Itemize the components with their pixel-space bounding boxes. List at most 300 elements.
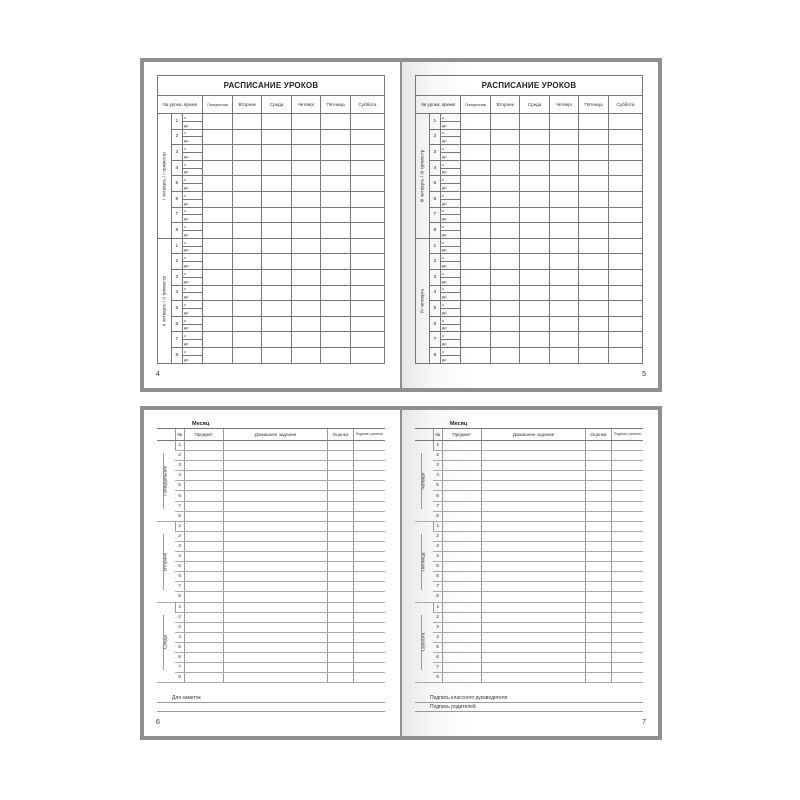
schedule-cell[interactable] xyxy=(490,223,520,239)
schedule-cell[interactable] xyxy=(608,114,642,130)
schedule-cell[interactable] xyxy=(549,207,579,223)
subject-cell[interactable] xyxy=(442,572,481,582)
teacher-signature-cell[interactable] xyxy=(353,501,385,511)
schedule-cell[interactable] xyxy=(350,285,384,301)
schedule-cell[interactable] xyxy=(608,269,642,285)
schedule-cell[interactable] xyxy=(291,347,321,363)
subject-cell[interactable] xyxy=(184,562,223,572)
schedule-cell[interactable] xyxy=(549,332,579,348)
grade-cell[interactable] xyxy=(328,441,353,451)
schedule-cell[interactable] xyxy=(291,160,321,176)
schedule-cell[interactable] xyxy=(520,145,550,161)
schedule-cell[interactable] xyxy=(321,145,351,161)
subject-cell[interactable] xyxy=(184,652,223,662)
schedule-cell[interactable] xyxy=(203,176,233,192)
schedule-cell[interactable] xyxy=(461,238,491,254)
grade-cell[interactable] xyxy=(586,572,611,582)
teacher-signature-cell[interactable] xyxy=(353,481,385,491)
schedule-cell[interactable] xyxy=(262,347,292,363)
homework-cell[interactable] xyxy=(223,632,328,642)
teacher-signature-cell[interactable] xyxy=(353,531,385,541)
grade-cell[interactable] xyxy=(328,663,353,673)
homework-cell[interactable] xyxy=(481,622,586,632)
schedule-cell[interactable] xyxy=(232,191,262,207)
teacher-signature-cell[interactable] xyxy=(353,511,385,521)
subject-cell[interactable] xyxy=(184,511,223,521)
homework-cell[interactable] xyxy=(481,632,586,642)
grade-cell[interactable] xyxy=(586,592,611,602)
grade-cell[interactable] xyxy=(586,541,611,551)
grade-cell[interactable] xyxy=(328,531,353,541)
schedule-cell[interactable] xyxy=(579,269,609,285)
schedule-cell[interactable] xyxy=(203,160,233,176)
schedule-cell[interactable] xyxy=(490,269,520,285)
homework-cell[interactable] xyxy=(481,612,586,622)
schedule-cell[interactable] xyxy=(262,223,292,239)
subject-cell[interactable] xyxy=(442,642,481,652)
grade-cell[interactable] xyxy=(328,491,353,501)
schedule-cell[interactable] xyxy=(321,176,351,192)
grade-cell[interactable] xyxy=(586,663,611,673)
subject-cell[interactable] xyxy=(184,602,223,612)
schedule-cell[interactable] xyxy=(321,301,351,317)
subject-cell[interactable] xyxy=(184,531,223,541)
homework-cell[interactable] xyxy=(481,541,586,551)
grade-cell[interactable] xyxy=(586,481,611,491)
schedule-cell[interactable] xyxy=(203,114,233,130)
homework-cell[interactable] xyxy=(481,673,586,683)
teacher-signature-cell[interactable] xyxy=(353,572,385,582)
grade-cell[interactable] xyxy=(328,673,353,683)
grade-cell[interactable] xyxy=(328,501,353,511)
teacher-signature-cell[interactable] xyxy=(611,673,643,683)
teacher-signature-cell[interactable] xyxy=(353,602,385,612)
schedule-cell[interactable] xyxy=(203,207,233,223)
subject-cell[interactable] xyxy=(442,622,481,632)
schedule-cell[interactable] xyxy=(579,129,609,145)
schedule-cell[interactable] xyxy=(608,145,642,161)
teacher-signature-cell[interactable] xyxy=(611,572,643,582)
subject-cell[interactable] xyxy=(442,592,481,602)
grade-cell[interactable] xyxy=(328,622,353,632)
subject-cell[interactable] xyxy=(442,562,481,572)
schedule-cell[interactable] xyxy=(608,301,642,317)
subject-cell[interactable] xyxy=(442,481,481,491)
schedule-cell[interactable] xyxy=(608,160,642,176)
grade-cell[interactable] xyxy=(586,441,611,451)
homework-cell[interactable] xyxy=(481,471,586,481)
schedule-cell[interactable] xyxy=(350,332,384,348)
grade-cell[interactable] xyxy=(586,622,611,632)
grade-cell[interactable] xyxy=(586,552,611,562)
subject-cell[interactable] xyxy=(442,612,481,622)
teacher-signature-cell[interactable] xyxy=(611,511,643,521)
subject-cell[interactable] xyxy=(442,652,481,662)
homework-cell[interactable] xyxy=(481,652,586,662)
schedule-cell[interactable] xyxy=(232,269,262,285)
homework-cell[interactable] xyxy=(223,441,328,451)
teacher-signature-cell[interactable] xyxy=(353,632,385,642)
schedule-cell[interactable] xyxy=(520,160,550,176)
schedule-cell[interactable] xyxy=(520,223,550,239)
homework-cell[interactable] xyxy=(223,642,328,652)
homework-cell[interactable] xyxy=(223,622,328,632)
subject-cell[interactable] xyxy=(442,541,481,551)
schedule-cell[interactable] xyxy=(262,207,292,223)
homework-cell[interactable] xyxy=(481,501,586,511)
schedule-cell[interactable] xyxy=(350,191,384,207)
subject-cell[interactable] xyxy=(184,592,223,602)
schedule-cell[interactable] xyxy=(262,160,292,176)
schedule-cell[interactable] xyxy=(262,191,292,207)
schedule-cell[interactable] xyxy=(350,254,384,270)
homework-cell[interactable] xyxy=(481,642,586,652)
schedule-cell[interactable] xyxy=(579,285,609,301)
schedule-cell[interactable] xyxy=(232,332,262,348)
teacher-signature-cell[interactable] xyxy=(611,632,643,642)
homework-cell[interactable] xyxy=(223,451,328,461)
subject-cell[interactable] xyxy=(442,531,481,541)
schedule-cell[interactable] xyxy=(461,316,491,332)
homework-cell[interactable] xyxy=(481,481,586,491)
subject-cell[interactable] xyxy=(442,461,481,471)
schedule-cell[interactable] xyxy=(262,269,292,285)
grade-cell[interactable] xyxy=(586,582,611,592)
homework-cell[interactable] xyxy=(481,531,586,541)
grade-cell[interactable] xyxy=(328,632,353,642)
schedule-cell[interactable] xyxy=(232,238,262,254)
teacher-signature-cell[interactable] xyxy=(353,461,385,471)
schedule-cell[interactable] xyxy=(520,129,550,145)
schedule-cell[interactable] xyxy=(262,129,292,145)
schedule-cell[interactable] xyxy=(490,114,520,130)
schedule-cell[interactable] xyxy=(520,285,550,301)
schedule-cell[interactable] xyxy=(549,223,579,239)
schedule-cell[interactable] xyxy=(520,114,550,130)
schedule-cell[interactable] xyxy=(579,238,609,254)
subject-cell[interactable] xyxy=(442,632,481,642)
schedule-cell[interactable] xyxy=(321,207,351,223)
homework-cell[interactable] xyxy=(223,562,328,572)
schedule-cell[interactable] xyxy=(461,191,491,207)
schedule-cell[interactable] xyxy=(549,176,579,192)
schedule-cell[interactable] xyxy=(321,269,351,285)
homework-cell[interactable] xyxy=(481,582,586,592)
subject-cell[interactable] xyxy=(442,491,481,501)
schedule-cell[interactable] xyxy=(262,238,292,254)
grade-cell[interactable] xyxy=(586,471,611,481)
schedule-cell[interactable] xyxy=(579,207,609,223)
schedule-cell[interactable] xyxy=(262,285,292,301)
schedule-cell[interactable] xyxy=(321,191,351,207)
schedule-cell[interactable] xyxy=(490,160,520,176)
schedule-cell[interactable] xyxy=(579,332,609,348)
schedule-cell[interactable] xyxy=(232,316,262,332)
teacher-signature-cell[interactable] xyxy=(611,481,643,491)
homework-cell[interactable] xyxy=(481,572,586,582)
teacher-signature-cell[interactable] xyxy=(611,622,643,632)
homework-cell[interactable] xyxy=(481,441,586,451)
grade-cell[interactable] xyxy=(328,481,353,491)
homework-cell[interactable] xyxy=(223,592,328,602)
subject-cell[interactable] xyxy=(184,451,223,461)
schedule-cell[interactable] xyxy=(549,347,579,363)
subject-cell[interactable] xyxy=(184,582,223,592)
schedule-cell[interactable] xyxy=(291,285,321,301)
grade-cell[interactable] xyxy=(328,582,353,592)
schedule-cell[interactable] xyxy=(232,223,262,239)
schedule-cell[interactable] xyxy=(608,347,642,363)
schedule-cell[interactable] xyxy=(579,347,609,363)
schedule-cell[interactable] xyxy=(461,114,491,130)
schedule-cell[interactable] xyxy=(490,129,520,145)
subject-cell[interactable] xyxy=(442,501,481,511)
subject-cell[interactable] xyxy=(184,612,223,622)
teacher-signature-cell[interactable] xyxy=(611,552,643,562)
homework-cell[interactable] xyxy=(223,491,328,501)
teacher-signature-cell[interactable] xyxy=(353,592,385,602)
schedule-cell[interactable] xyxy=(291,332,321,348)
homework-cell[interactable] xyxy=(223,602,328,612)
schedule-cell[interactable] xyxy=(291,316,321,332)
schedule-cell[interactable] xyxy=(608,332,642,348)
teacher-signature-cell[interactable] xyxy=(353,612,385,622)
teacher-signature-cell[interactable] xyxy=(611,612,643,622)
homework-cell[interactable] xyxy=(481,461,586,471)
schedule-cell[interactable] xyxy=(490,176,520,192)
schedule-cell[interactable] xyxy=(232,301,262,317)
schedule-cell[interactable] xyxy=(579,191,609,207)
homework-cell[interactable] xyxy=(223,552,328,562)
schedule-cell[interactable] xyxy=(203,285,233,301)
grade-cell[interactable] xyxy=(328,471,353,481)
schedule-cell[interactable] xyxy=(203,191,233,207)
schedule-cell[interactable] xyxy=(262,176,292,192)
schedule-cell[interactable] xyxy=(490,301,520,317)
schedule-cell[interactable] xyxy=(520,332,550,348)
teacher-signature-cell[interactable] xyxy=(353,521,385,531)
grade-cell[interactable] xyxy=(328,592,353,602)
schedule-cell[interactable] xyxy=(461,347,491,363)
homework-cell[interactable] xyxy=(481,491,586,501)
schedule-cell[interactable] xyxy=(321,160,351,176)
grade-cell[interactable] xyxy=(328,642,353,652)
schedule-cell[interactable] xyxy=(321,347,351,363)
schedule-cell[interactable] xyxy=(232,176,262,192)
grade-cell[interactable] xyxy=(586,562,611,572)
grade-cell[interactable] xyxy=(586,612,611,622)
schedule-cell[interactable] xyxy=(203,347,233,363)
subject-cell[interactable] xyxy=(442,552,481,562)
grade-cell[interactable] xyxy=(586,451,611,461)
schedule-cell[interactable] xyxy=(350,223,384,239)
schedule-cell[interactable] xyxy=(520,254,550,270)
schedule-cell[interactable] xyxy=(203,238,233,254)
schedule-cell[interactable] xyxy=(579,223,609,239)
subject-cell[interactable] xyxy=(442,673,481,683)
schedule-cell[interactable] xyxy=(291,301,321,317)
schedule-cell[interactable] xyxy=(608,254,642,270)
schedule-cell[interactable] xyxy=(461,145,491,161)
homework-cell[interactable] xyxy=(223,481,328,491)
schedule-cell[interactable] xyxy=(579,145,609,161)
grade-cell[interactable] xyxy=(328,521,353,531)
subject-cell[interactable] xyxy=(442,471,481,481)
schedule-cell[interactable] xyxy=(579,316,609,332)
teacher-signature-cell[interactable] xyxy=(611,471,643,481)
schedule-cell[interactable] xyxy=(608,129,642,145)
schedule-cell[interactable] xyxy=(520,316,550,332)
schedule-cell[interactable] xyxy=(490,145,520,161)
schedule-cell[interactable] xyxy=(350,238,384,254)
schedule-cell[interactable] xyxy=(350,145,384,161)
schedule-cell[interactable] xyxy=(549,238,579,254)
subject-cell[interactable] xyxy=(184,521,223,531)
schedule-cell[interactable] xyxy=(262,145,292,161)
schedule-cell[interactable] xyxy=(291,223,321,239)
grade-cell[interactable] xyxy=(586,511,611,521)
schedule-cell[interactable] xyxy=(549,191,579,207)
schedule-cell[interactable] xyxy=(350,176,384,192)
schedule-cell[interactable] xyxy=(520,191,550,207)
schedule-cell[interactable] xyxy=(608,285,642,301)
schedule-cell[interactable] xyxy=(549,269,579,285)
teacher-signature-cell[interactable] xyxy=(611,663,643,673)
schedule-cell[interactable] xyxy=(291,238,321,254)
homework-cell[interactable] xyxy=(223,572,328,582)
homework-cell[interactable] xyxy=(481,511,586,521)
homework-cell[interactable] xyxy=(223,521,328,531)
grade-cell[interactable] xyxy=(328,461,353,471)
subject-cell[interactable] xyxy=(442,582,481,592)
grade-cell[interactable] xyxy=(328,602,353,612)
schedule-cell[interactable] xyxy=(232,145,262,161)
schedule-cell[interactable] xyxy=(321,316,351,332)
schedule-cell[interactable] xyxy=(350,114,384,130)
grade-cell[interactable] xyxy=(586,652,611,662)
teacher-signature-cell[interactable] xyxy=(353,552,385,562)
homework-cell[interactable] xyxy=(223,471,328,481)
teacher-signature-cell[interactable] xyxy=(611,461,643,471)
schedule-cell[interactable] xyxy=(461,160,491,176)
teacher-signature-cell[interactable] xyxy=(611,491,643,501)
subject-cell[interactable] xyxy=(442,521,481,531)
grade-cell[interactable] xyxy=(328,451,353,461)
schedule-cell[interactable] xyxy=(203,223,233,239)
schedule-cell[interactable] xyxy=(490,191,520,207)
schedule-cell[interactable] xyxy=(232,160,262,176)
subject-cell[interactable] xyxy=(442,451,481,461)
schedule-cell[interactable] xyxy=(350,301,384,317)
schedule-cell[interactable] xyxy=(262,316,292,332)
teacher-signature-cell[interactable] xyxy=(353,642,385,652)
teacher-signature-cell[interactable] xyxy=(611,562,643,572)
subject-cell[interactable] xyxy=(184,481,223,491)
teacher-signature-cell[interactable] xyxy=(611,602,643,612)
homework-cell[interactable] xyxy=(481,552,586,562)
schedule-cell[interactable] xyxy=(461,207,491,223)
subject-cell[interactable] xyxy=(184,632,223,642)
grade-cell[interactable] xyxy=(328,572,353,582)
grade-cell[interactable] xyxy=(586,531,611,541)
grade-cell[interactable] xyxy=(586,501,611,511)
teacher-signature-cell[interactable] xyxy=(353,663,385,673)
schedule-cell[interactable] xyxy=(350,316,384,332)
schedule-cell[interactable] xyxy=(203,269,233,285)
teacher-signature-cell[interactable] xyxy=(611,582,643,592)
schedule-cell[interactable] xyxy=(490,238,520,254)
schedule-cell[interactable] xyxy=(461,176,491,192)
subject-cell[interactable] xyxy=(184,622,223,632)
schedule-cell[interactable] xyxy=(203,332,233,348)
subject-cell[interactable] xyxy=(442,441,481,451)
homework-cell[interactable] xyxy=(223,511,328,521)
homework-cell[interactable] xyxy=(223,663,328,673)
schedule-cell[interactable] xyxy=(608,238,642,254)
schedule-cell[interactable] xyxy=(549,316,579,332)
grade-cell[interactable] xyxy=(586,521,611,531)
subject-cell[interactable] xyxy=(442,511,481,521)
schedule-cell[interactable] xyxy=(490,316,520,332)
schedule-cell[interactable] xyxy=(461,285,491,301)
schedule-cell[interactable] xyxy=(549,129,579,145)
teacher-signature-cell[interactable] xyxy=(353,541,385,551)
schedule-cell[interactable] xyxy=(291,191,321,207)
teacher-signature-cell[interactable] xyxy=(611,592,643,602)
schedule-cell[interactable] xyxy=(461,269,491,285)
schedule-cell[interactable] xyxy=(461,332,491,348)
schedule-cell[interactable] xyxy=(608,223,642,239)
schedule-cell[interactable] xyxy=(608,207,642,223)
schedule-cell[interactable] xyxy=(262,254,292,270)
homework-cell[interactable] xyxy=(223,461,328,471)
teacher-signature-cell[interactable] xyxy=(353,673,385,683)
schedule-cell[interactable] xyxy=(321,129,351,145)
homework-cell[interactable] xyxy=(223,612,328,622)
subject-cell[interactable] xyxy=(184,441,223,451)
schedule-cell[interactable] xyxy=(490,254,520,270)
homework-cell[interactable] xyxy=(481,521,586,531)
subject-cell[interactable] xyxy=(184,501,223,511)
schedule-cell[interactable] xyxy=(549,285,579,301)
schedule-cell[interactable] xyxy=(579,301,609,317)
schedule-cell[interactable] xyxy=(203,301,233,317)
schedule-cell[interactable] xyxy=(232,285,262,301)
grade-cell[interactable] xyxy=(328,541,353,551)
grade-cell[interactable] xyxy=(586,632,611,642)
schedule-cell[interactable] xyxy=(549,254,579,270)
grade-cell[interactable] xyxy=(586,673,611,683)
schedule-cell[interactable] xyxy=(461,254,491,270)
teacher-signature-cell[interactable] xyxy=(353,451,385,461)
schedule-cell[interactable] xyxy=(350,129,384,145)
subject-cell[interactable] xyxy=(184,471,223,481)
schedule-cell[interactable] xyxy=(350,347,384,363)
schedule-cell[interactable] xyxy=(520,347,550,363)
teacher-signature-cell[interactable] xyxy=(611,531,643,541)
homework-cell[interactable] xyxy=(481,451,586,461)
schedule-cell[interactable] xyxy=(321,285,351,301)
schedule-cell[interactable] xyxy=(520,207,550,223)
teacher-signature-cell[interactable] xyxy=(353,622,385,632)
schedule-cell[interactable] xyxy=(232,254,262,270)
schedule-cell[interactable] xyxy=(490,207,520,223)
homework-cell[interactable] xyxy=(481,592,586,602)
schedule-cell[interactable] xyxy=(549,160,579,176)
schedule-cell[interactable] xyxy=(291,114,321,130)
subject-cell[interactable] xyxy=(184,642,223,652)
teacher-signature-cell[interactable] xyxy=(353,582,385,592)
